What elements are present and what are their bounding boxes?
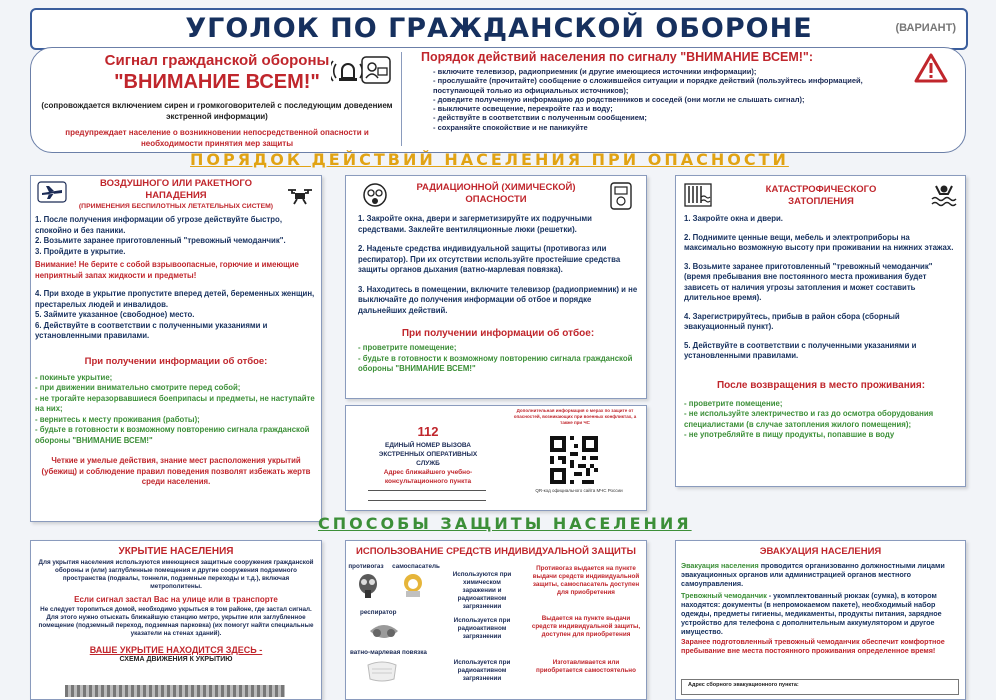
air-step-1: 1. После получения информации об угрозе действуйте быстро, спокойно и без паники.: [35, 215, 282, 235]
kit-body: - укомплектованный рюкзак (сумка), в котором находятся: документы (в непромокаемом пакете), необходимый набор одежды, предметы гигиены, медикаменты, продукты питания, зарядное устройство для телефона с дополнительным аккумулятором и другое имущество.: [681, 591, 942, 636]
kit-note: Заранее подготовленный тревожный чемоданчик обеспечит комфортное пребывание вне места постоянного проживания определенное время!: [681, 637, 945, 655]
air-warning: Внимание! Не берите с собой взрывоопасные, горючие и имеющие неприятный запах жидкости и предметы!: [35, 260, 299, 280]
evacuation-card: [675, 540, 966, 700]
list-item: - не употребляйте в пищу продукты, попавшие в воду: [684, 430, 895, 439]
shelter-scheme-map: [65, 685, 285, 697]
list-item: - проветрите помещение;: [684, 398, 783, 408]
air-attack-title: ВОЗДУШНОГО ИЛИ РАКЕТНОГО НАПАДЕНИЯ: [99, 178, 252, 201]
signal-name: "ВНИМАНИЕ ВСЕМ!": [114, 71, 320, 93]
air-step-4: 4. При входе в укрытие пропустите вперед детей, беременных женщин, престарелых людей и инвалидов.: [35, 289, 315, 309]
qr-text: Дополнительная информация о мерах по защите от опасностей, возникающих при военных конфликтах, а также при ЧС: [513, 408, 637, 425]
list-item: - действуйте в соответствии с полученным сообщением;: [433, 113, 647, 123]
respirator-icon: [366, 621, 402, 643]
siren-icon: [331, 56, 365, 84]
radiation-step-2: 2. Наденьте средства индивидуальной защиты (противогаз или респиратор). При их отсутствии используйте простейшие средства защиты органов дыхания (ватно-марлевая повязка).: [358, 244, 621, 274]
shelter-scheme-label: СХЕМА ДВИЖЕНИЯ К УКРЫТИЮ: [119, 656, 233, 663]
evacuation-text: [681, 561, 961, 588]
list-item: - будьте в готовности к возможному повторению сигнала гражданской обороны "ВНИМАНИЕ ВСЕМ!": [358, 353, 633, 373]
shelter-street-title: Если сигнал застал Вас на улице или в транспорте: [74, 595, 278, 604]
qr-caption: QR-код официального сайта МЧС России: [535, 488, 623, 493]
ppe-use: Используется при радиоактивном загрязнении: [453, 617, 511, 640]
evacuation-lead: Эвакуация населения: [681, 561, 759, 570]
air-step-5: 5. Займите указанное (свободное) место.: [35, 310, 195, 319]
kit-lead: Тревожный чемоданчик: [681, 591, 767, 600]
kit-text: [681, 591, 961, 636]
signal-description: (сопровождается включением сирен и громкоговорителей с последующим доведением экстренной информации): [41, 101, 393, 121]
gauze-bandage-icon: [364, 659, 400, 683]
radiation-clear-title: При получении информации об отбое:: [401, 328, 595, 339]
signal-warning: предупреждает население о возникновении непосредственной опасности и необходимости принятия мер защиты: [65, 128, 369, 148]
warning-icon: [913, 52, 949, 84]
shelter-title: УКРЫТИЕ НАСЕЛЕНИЯ: [118, 546, 234, 557]
air-attack-subtitle: (ПРИМЕНЕНИЯ БЕСПИЛОТНЫХ ЛЕТАТЕЛЬНЫХ СИСТЕМ): [78, 203, 274, 210]
ppe-title: ИСПОЛЬЗОВАНИЕ СРЕДСТВ ИНДИВИДУАЛЬНОЙ ЗАЩИТЫ: [356, 546, 636, 557]
flood-title: КАТАСТРОФИЧЕСКОГО ЗАТОПЛЕНИЯ: [765, 184, 877, 207]
list-item: - вернитесь к месту проживания (работы);: [35, 414, 200, 424]
signal-panel: [30, 47, 966, 153]
ppe-item-label: противогаз: [348, 563, 384, 570]
signal-actions: [421, 50, 901, 132]
ppe-use: Используются при химическом заражении и радиоактивном загрязнении: [452, 571, 512, 610]
shelter-street-text: Не следует торопиться домой, необходимо укрыться в том районе, где застал сигнал. Для этого нужно отыскать ближайшую станцию метро, укрытие или заглубленное помещение (подземный переход, подземная парковка) (их помогут найти специальные указатели на стенах зданий).: [38, 606, 314, 637]
list-item: - сохраняйте спокойствие и не паникуйте: [433, 122, 588, 132]
address-line: [368, 500, 486, 501]
ppe-obtain: Выдается на пункте выдачи средств индивидуальной защиты, доступен для приобретения: [531, 615, 641, 638]
variant-label: (ВАРИАНТ): [895, 22, 956, 34]
list-item: - при движении внимательно смотрите перед собой;: [35, 383, 241, 392]
ppe-item-label: самоспасатель: [392, 563, 440, 570]
shelter-location-title: ВАШЕ УКРЫТИЕ НАХОДИТСЯ ЗДЕСЬ -: [89, 645, 263, 655]
ppe-card: [345, 540, 647, 700]
ppe-item-label: ватно-марлевая повязка: [350, 649, 427, 656]
list-item: - будьте в готовности к возможному повторению сигнала гражданской обороны "ВНИМАНИЕ ВСЕМ!": [35, 425, 310, 445]
signal-actions-title: Порядок действий населения по сигналу "ВНИМАНИЕ ВСЕМ!":: [421, 50, 813, 64]
divider: [401, 52, 402, 146]
list-item: - не трогайте неразорвавшиеся боеприпасы и предметы, не наступайте на них;: [35, 393, 315, 413]
air-step-6: 6. Действуйте в соответствии с полученными указаниями и установленными правилами.: [35, 320, 268, 340]
list-item: - прослушайте (прочитайте) сообщение о сложившейся ситуации и порядке действий (пользуйтесь информацией, поступающей только из официальных источников);: [433, 76, 863, 95]
dam-icon: [684, 183, 712, 207]
flood-return-title: После возвращения в место проживания:: [716, 379, 926, 391]
ppe-obtain: Противогаз выдается на пункте выдачи средств индивидуальной защиты, самоспасатель доступен для приобретения: [532, 565, 640, 596]
list-item: - доведите полученную информацию до родственников и соседей (они могли не слышать сигнал);: [433, 94, 805, 104]
flood-step-5: 5. Действуйте в соответствии с полученными указаниями и установленными правилами.: [684, 340, 917, 360]
drowning-person-icon: [930, 182, 958, 208]
list-item: - включите телевизор, радиоприемник (и другие имеющиеся источники информации);: [433, 67, 757, 76]
air-clear-title: При получении информации об отбое:: [84, 355, 268, 367]
radiation-title: РАДИАЦИОННОЙ (ХИМИЧЕСКОЙ) ОПАСНОСТИ: [416, 182, 576, 205]
evacuation-address: Адрес сборного эвакуационного пункта:: [681, 679, 959, 695]
plane-icon: [37, 181, 67, 203]
ppe-obtain: Изготавливается или приобретается самостоятельно: [536, 659, 636, 674]
address-label: Адрес ближайшего учебно-консультационного пункта: [383, 469, 473, 485]
signal-title: Сигнал гражданской обороны: [104, 52, 330, 69]
section-title-danger: ПОРЯДОК ДЕЙСТВИЙ НАСЕЛЕНИЯ ПРИ ОПАСНОСТИ: [190, 150, 789, 169]
shelter-card: [30, 540, 322, 700]
evacuation-body: проводится организованно должностными лицами эвакуационных органов или администрацией органов местного самоуправления.: [681, 561, 945, 588]
gas-mask-icon: [362, 182, 388, 208]
flood-step-2: 2. Поднимите ценные вещи, мебель и электроприборы на максимально возможную высоту при проживании на нижних этажах.: [684, 232, 954, 252]
radiation-card: [345, 175, 647, 399]
air-step-3: 3. Пройдите в укрытие.: [35, 246, 126, 256]
radiation-step-3: 3. Находитесь в помещении, включите телевизор (радиоприемник) и не выключайте до получения информации об отбое и порядке дальнейших действий.: [358, 284, 638, 315]
gas-mask-icon: [356, 573, 380, 599]
list-item: - проветрите помещение;: [358, 343, 457, 352]
ppe-item-label: респиратор: [360, 609, 397, 616]
self-rescuer-icon: [400, 573, 426, 599]
emergency-label: ЕДИНЫЙ НОМЕР ВЫЗОВА ЭКСТРЕННЫХ ОПЕРАТИВНЫХ СЛУЖБ: [378, 442, 478, 467]
flood-step-1: 1. Закройте окна и двери.: [684, 214, 783, 223]
shelter-text: Для укрытия населения используются имеющиеся защитные сооружения гражданской обороны и (или) заглубленные помещения и другие сооружения подземного пространства (подвалы, тоннели, подземные переходы и т.д.), включая метрополитены.: [38, 559, 314, 590]
flood-step-4: 4. Зарегистрируйтесь, прибыв в район сбора (сборный эвакуационный пункт).: [684, 311, 900, 331]
section-title-protection: СПОСОБЫ ЗАЩИТЫ НАСЕЛЕНИЯ: [318, 514, 692, 533]
flood-step-3: 3. Возьмите заранее приготовленный "тревожный чемоданчик" (время пребывания вне постоянного места проживания будет зависеть от наличия угрозы затопления и может составить длительное время).: [684, 261, 933, 302]
ppe-use: Используется при радиоактивном загрязнении: [453, 659, 511, 682]
emergency-number: 112: [417, 424, 439, 439]
dosimeter-icon: [610, 182, 632, 210]
emergency-card: [345, 405, 647, 511]
air-footer: Четкие и умелые действия, знание мест расположения укрытий (убежищ) и соблюдение правил поведения позволят избежать жертв среди населения.: [41, 456, 311, 486]
evacuation-title: ЭВАКУАЦИЯ НАСЕЛЕНИЯ: [759, 546, 882, 557]
page-header: [30, 8, 968, 50]
air-step-2: 2. Возьмите заранее приготовленный "тревожный чемоданчик".: [35, 236, 286, 245]
list-item: - покиньте укрытие;: [35, 372, 113, 382]
air-attack-card: [30, 175, 322, 522]
flood-card: [675, 175, 966, 487]
signal-actions-list: [421, 67, 901, 132]
list-item: - выключите освещение, перекройте газ и воду;: [433, 104, 613, 114]
radiation-step-1: 1. Закройте окна, двери и загерметизируйте их подручными средствами. Заклейте вентиляционные люки (решетки).: [358, 214, 592, 234]
page-title: УГОЛОК ПО ГРАЖДАНСКОЙ ОБОРОНЕ: [185, 13, 813, 44]
list-item: - не используйте электричество и газ до осмотра оборудования специалистами (в случае затопления жилого помещения);: [684, 409, 934, 429]
address-line: [368, 490, 486, 491]
qr-code-icon[interactable]: [550, 436, 598, 484]
radio-person-icon: [361, 56, 391, 84]
